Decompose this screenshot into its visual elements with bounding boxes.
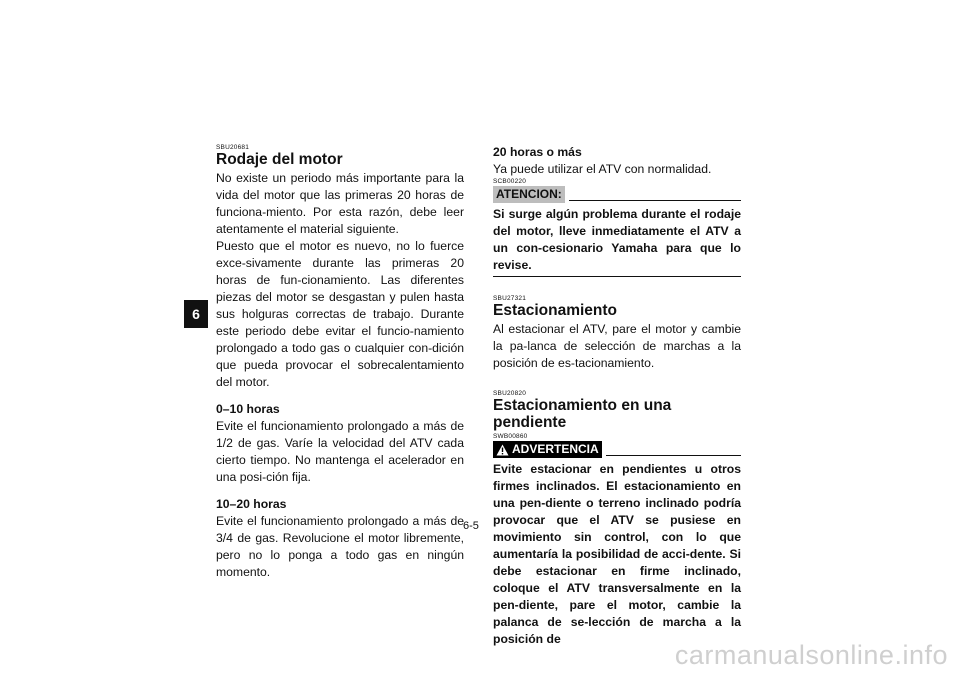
- caution-code: SCB00220: [493, 178, 527, 185]
- right-column: [493, 144, 741, 648]
- watermark: carmanualsonline.info: [674, 640, 948, 670]
- warning-label-box: [493, 441, 602, 458]
- section-title-pendiente: Estacionamiento en una pendiente: [493, 397, 672, 431]
- section-title-estacionamiento: Estacionamiento: [493, 302, 618, 319]
- paragraph-10-20: Evite el funcionamiento prolongado a más de 3/4 de gas. Revolucione el motor libremente, pero no lo ponga a todo gas en ningún momento.: [216, 514, 464, 579]
- caution-text: Si surge algún problema durante el rodaje del motor, lleve inmediatamente el ATV a un con-cesionario Yamaha para que lo revise.: [493, 207, 741, 272]
- paragraph-parking: Al estacionar el ATV, pare el motor y cambie la pa-lanca de selección de marchas a la posición de es-tacionamiento.: [493, 322, 741, 370]
- page-number: 6-5: [463, 520, 479, 532]
- warning-code: SWB00860: [493, 433, 528, 440]
- paragraph-0-10: Evite el funcionamiento prolongado a más de 1/2 de gas. Varíe la velocidad del ATV cada cierto tiempo. No mantenga el acelerador en una posi-ción fija.: [216, 419, 464, 484]
- left-column: [216, 144, 464, 581]
- chapter-tab: 6: [184, 300, 208, 328]
- warning-label: ADVERTENCIA: [512, 442, 599, 456]
- warning-triangle-icon: [496, 444, 509, 456]
- paragraph-20-plus: Ya puede utilizar el ATV con normalidad.: [493, 162, 712, 176]
- caution-rule: [569, 200, 741, 201]
- warning-header: [493, 441, 741, 458]
- subheading-0-10: 0–10 horas: [216, 402, 280, 416]
- subheading-10-20: 10–20 horas: [216, 497, 287, 511]
- section-code-2: SBU27321: [493, 295, 527, 302]
- warning-text: Evite estacionar en pendientes u otros firmes inclinados. El estacionamiento en una pen-diente o terreno inclinado podría provocar que el ATV se pusiese en movimiento sin control, con lo que aumentaría la posibilidad de acci-dente. Si debe estacionar en firme inclinado, coloque el ATV transversalmente en la pen-diente, pare el motor, cambie la palanca de se-lección de marcha a la posición de: [493, 462, 741, 646]
- caution-header: [493, 186, 741, 203]
- section-code-3: SBU20820: [493, 390, 527, 397]
- subheading-20-plus: 20 horas o más: [493, 145, 582, 159]
- caution-label: ATENCION:: [493, 186, 565, 203]
- warning-rule: [606, 455, 741, 456]
- section-title-rodaje: Rodaje del motor: [216, 151, 343, 168]
- section-code: SBU20681: [216, 144, 250, 151]
- paragraph-intro: No existe un periodo más importante para la vida del motor que las primeras 20 horas de funciona-miento. Por esta razón, debe leer atentamente el material siguiente.: [216, 171, 464, 236]
- paragraph-new-engine: Puesto que el motor es nuevo, no lo fuerce exce-sivamente durante las primeras 20 horas de fun-cionamiento. Las diferentes piezas del motor se desgastan y pulen hasta sus holguras correctas de trabajo. Durante este periodo debe evitar el funcio-namiento prolongado a todo gas o cualquier con-dición que pueda provocar el sobrecalentamiento del motor.: [216, 239, 464, 389]
